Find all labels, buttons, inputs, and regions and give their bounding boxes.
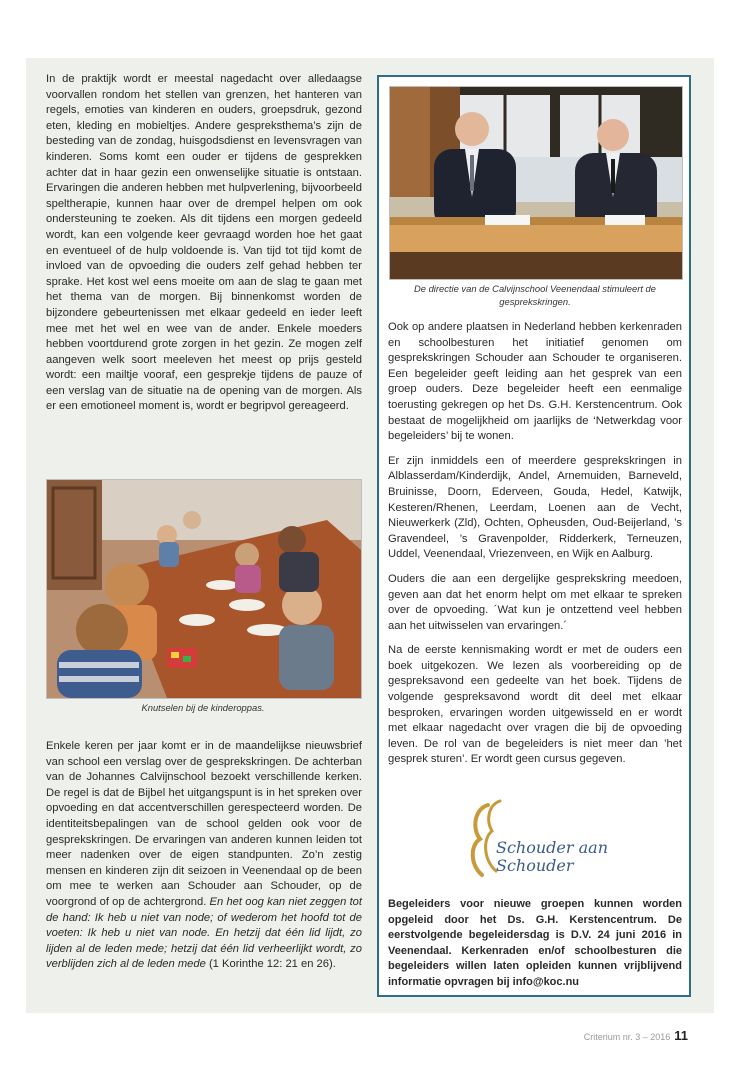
sidebar-text [388, 320, 682, 777]
logo-line-1: Schouder aan [496, 838, 608, 857]
left-column-bottom [46, 739, 362, 973]
left-column-intro [46, 72, 362, 415]
sidebar-paragraph-2: Er zijn inmiddels een of meerdere gesprekskringen in Alblasserdam/Kinderdijk, Andel, Arnemuiden, Barneveld, Bruinisse, Doorn, Ederveen, Gouda, Hedel, Katwijk, Kesteren/Rhenen, Leerdam, Loenen aan de Vecht, Nieuwerkerk (Zld), Ochten, Opheusden, Oud-Beijerland, ’s Gravendeel, ’s Gravenpolder, Ridderkerk, Terneuzen, Uddel, Veenendaal, Vriezenveen, en Wijk en Aalburg. [388, 454, 682, 561]
training-note: Begeleiders voor nieuwe groepen kunnen worden opgeleid door het Ds. G.H. Kerstencentrum. De eerstvolgende begeleidersdag is D.V. 24 juni 2016 in Veenendaal. Kerkenraden en/of schoolbesturen die begeleiders willen laten opleiden kunnen vrijblijvend informatie opvragen bij info@koc.nu [388, 898, 682, 988]
directors-illustration [390, 87, 682, 279]
sidebar-paragraph-1: Ook op andere plaatsen in Nederland hebben kerkenraden en schoolbesturen het initiatief genomen om gesprekskringen Schouder aan Schouder te organiseren. Een begeleider geeft leiding aan het gesprek van een groep ouders. Deze begeleider heeft een eenmalige toerusting gekregen op het Ds. G.H. Kerstencentrum. Ook bestaat de mogelijkheid om jaarlijks de ‘Netwerkdag voor begeleiders’ bij te wonen. [388, 321, 682, 443]
bible-quote: En het oog kan niet zeggen tot de hand: Ik heb u niet van node; of wederom het hoofd tot de voeten: Ik heb u niet van node. En hetzij dat één lid lijdt, zo lijden al de leden mede; hetzij dat één lid verheerlijkt wordt, zo verblijden zich al de leden mede [46, 895, 363, 971]
logo-figures-icon [466, 795, 616, 885]
bottom-paragraph [46, 739, 362, 973]
directors-photo-caption: De directie van de Calvijnschool Veenendaal stimuleert de gesprekskringen. [414, 283, 656, 307]
page-number: 11 [674, 1028, 688, 1043]
sidebar-paragraph-3: Ouders die aan een dergelijke gesprekskring meedoen, geven aan dat het enorm helpt om met elkaar te spreken over de opvoeding. ´Wat kun je ontzettend veel hebben aan het uitwisselen van ervaringen.´ [388, 572, 682, 632]
bottom-plain-text: Enkele keren per jaar komt er in de maandelijkse nieuwsbrief van school een verslag over de gesprekskringen. De achterban van de Johannes Calvijnschool bezoekt verschillende kerken. De regel is dat de Bijbel het uitgangspunt is in het spreken over opvoeding en dat accentverschillen gerespecteerd worden. De identiteitsbepalingen van de school gelden ook voor de gesprekskringen. De ervaringen van anderen kunnen leiden tot meer nadenken over de eigen standpunten. Zo’n zestig mensen en kinderen zijn dit seizoen in Veenendaal op de been om mee te werken aan Schouder aan Schouder, op de voorgrond of op de achtergrond. [46, 740, 362, 908]
schouder-aan-schouder-logo [466, 795, 616, 885]
issue-label: Criterium nr. 3 – 2016 [583, 1032, 671, 1042]
children-crafting-photo [46, 479, 362, 699]
logo-line-2: Schouder [496, 856, 574, 875]
bible-reference: (1 Korinthe 12: 21 en 26). [208, 958, 336, 971]
intro-paragraph: In de praktijk wordt er meestal nagedacht over alledaagse voorvallen rondom het stellen van grenzen, het hanteren van regels, emoties van kinderen en ouders, groepsdruk, gezond eten, kleding en mobieltjes. Andere gespreksthema’s zijn de besteding van de zondag, huisgodsdienst en levensvragen van kinderen. Soms komt een ouder er tijdens de gesprekken achter dat in haar gezin een onwenselijke situatie is ontstaan. Ervaringen die anderen hebben met hulpverlening, bijvoorbeeld speltherapie, kunnen haar over de drempel helpen om ook ondersteuning te zoeken. Als dit tijdens een morgen gedeeld wordt, kan een volgende keer gevraagd worden hoe het gaat en eventueel of de hulp voldoende is. Van tijd tot tijd komt de invloed van de opvoeding die ouders zelf gehad hebben ter sprake. Het kost wel eens moeite om aan de slag te gaan met het thema van de morgen. Bij binnenkomst worden de bijzondere gebeurtenissen met elkaar gedeeld en ieder leeft mee met het wel en wee van de ander. Enkele moeders hebben voortdurend grote zorgen in het gezin. Ze mogen zelf aangeven welk soort meeleven het meest op prijs gesteld wordt: een mailtje vooraf, een gesprekje tijdens de pauze of een verslag van de situatie na de opening van de morgen. Als er een emotioneel moment is, wordt er begripvol gereageerd. [46, 73, 362, 413]
children-photo-caption: Knutselen bij de kinderoppas. [141, 702, 265, 713]
children-crafting-illustration [47, 480, 361, 698]
page-footer [584, 1028, 688, 1043]
school-directors-photo [389, 86, 683, 280]
sidebar-paragraph-4: Na de eerste kennismaking wordt er met de ouders een boek uitgekozen. We lezen als voorbereiding op de gespreksavond een gedeelte van het boek. Tijdens de volgende gespreksavond wordt dit deel met elkaar besproken, ervaringen worden uitgewisseld en er wordt met elkaar nagedacht over vragen die bij de opvoeding leven. De rol van de begeleiders is niet meer dan ’het gesprek sturen’. Er wordt geen cursus gegeven. [388, 644, 682, 766]
